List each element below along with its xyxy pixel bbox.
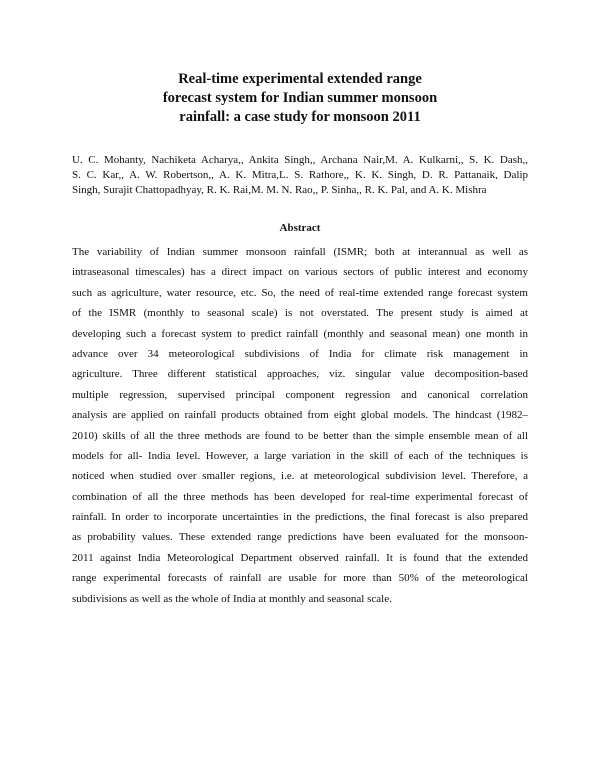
abstract-line: 2010) skills of all the three methods are found to be better than the simple ensemble mean of all <box>72 429 528 442</box>
abstract-line: advance over 34 meteorological subdivisions of India for climate risk management in <box>72 347 528 360</box>
abstract-line: analysis are applied on rainfall products obtained from eight global models. The hindcast (1982– <box>72 409 528 422</box>
abstract-line: 2011 against India Meteorological Department observed rainfall. It is found that the extended <box>72 551 528 564</box>
abstract-line: The variability of Indian summer monsoon rainfall (ISMR; both at interannual as well as <box>72 246 528 258</box>
abstract-line: multiple regression, supervised principal component regression and canonical correlation <box>72 388 528 401</box>
abstract-line: intraseasonal timescales) has a direct impact on various sectors of public interest and economy <box>72 266 528 279</box>
abstract-line: range experimental forecasts of rainfall are usable for more than 50% of the meteorological <box>72 572 528 585</box>
abstract-line: subdivisions as well as the whole of India at monthly and seasonal scale. <box>72 592 392 605</box>
abstract-line: agriculture. Three different statistical approaches, viz. singular value decomposition-based <box>72 368 528 381</box>
author-line: S. C. Kar,, A. W. Robertson,, A. K. Mitra,L. S. Rathore,, K. K. Singh, D. R. Pattanaik, Dalip <box>72 169 528 181</box>
abstract-line: combination of all the three methods has been developed for real-time experimental forecast of <box>72 490 528 503</box>
title-line: Real-time experimental extended range <box>178 71 422 87</box>
author-line: U. C. Mohanty, Nachiketa Acharya,, Ankita Singh,, Archana Nair,M. A. Kulkarni,, S. K. Dash,, <box>72 154 528 166</box>
paper-title <box>60 70 540 127</box>
abstract-heading: Abstract <box>279 222 321 234</box>
abstract-body <box>72 242 528 609</box>
author-line: Singh, Surajit Chattopadhyay, R. K. Rai,M. M. N. Rao,, P. Sinha,, R. K. Pal, and A. K. Mishra <box>72 184 487 196</box>
abstract-line: of the ISMR (monthly to seasonal scale) is not overstated. The present study is aimed at <box>72 307 528 320</box>
author-list <box>72 153 528 198</box>
abstract-line: models for all- India level. However, a large variation in the skill of each of the techniques is <box>72 449 528 462</box>
abstract-line: as probability values. These extended range predictions have been evaluated for the monsoon- <box>72 531 528 544</box>
abstract-line: developing such a forecast system to predict rainfall (monthly and seasonal mean) one month in <box>72 327 528 340</box>
abstract-line: such as agriculture, water resource, etc. So, the need of real-time extended range forecast system <box>72 286 528 299</box>
abstract-line: rainfall. In order to incorporate uncertainties in the predictions, the final forecast is also prepared <box>72 511 528 524</box>
abstract-line: noticed when studied over smaller regions, i.e. at meteorological subdivision level. Therefore, a <box>72 470 528 483</box>
title-line: forecast system for Indian summer monsoon <box>162 90 438 106</box>
title-line: rainfall: a case study for monsoon 2011 <box>179 109 421 125</box>
